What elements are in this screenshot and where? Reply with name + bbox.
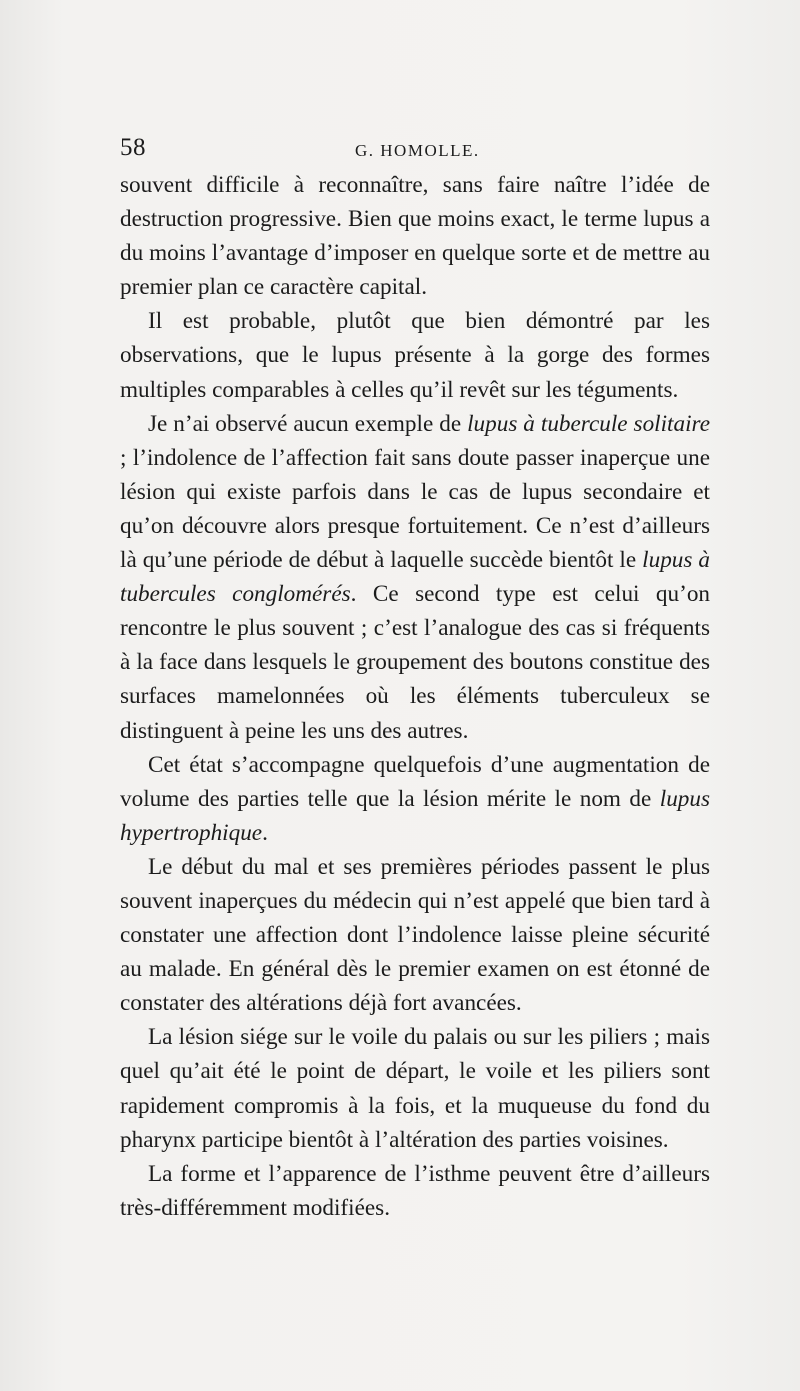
paragraph [120,1157,710,1225]
text-run: La forme et l’apparence de l’isthme peuvent être d’ailleurs très-différemment modifiées. [120,1160,710,1221]
body-text [120,168,710,1225]
text-run: La lésion siége sur le voile du palais ou sur les piliers ; mais quel qu’ait été le point de départ, le voile et les piliers sont rapidement compromis à la fois, et la muqueuse du fond du pharynx participe bientôt à l’altération des parties voisines. [120,1024,710,1153]
page-header [120,134,710,164]
running-head: G. HOMOLLE. [355,141,480,160]
paragraph [120,850,710,1020]
paragraph [120,304,710,406]
italic-term: lupus à tubercules conglomérés [120,547,711,608]
page-number: 58 [120,134,146,161]
paragraph [120,168,710,304]
italic-term: lupus à tubercule solitaire [467,410,710,437]
paragraph [120,748,710,850]
text-run: Cet état s’accompagne quelquefois d’une augmentation de volume des parties telle que la lésion mérite le nom de [120,751,710,812]
text-run: Il est probable, plutôt que bien démontré par les observations, que le lupus présente à la gorge des formes multiples comparables à celles qu’il revêt sur les téguments. [120,308,710,403]
text-run: ; l’indolence de l’affection fait sans doute passer inaperçue une lésion qui existe parfois dans le cas de lupus secondaire et qu’on découvre alors presque fortuitement. Ce n’est d’ailleurs là qu’une période de début à laquelle succède bientôt le [120,444,710,574]
paragraph [120,1020,710,1156]
text-run: . Ce second type est celui qu’on rencontre le plus souvent ; c’est l’analogue des cas si fréquents à la face dans lesquels le groupement des boutons constitue des surfaces mamelonnées où les éléments tuberculeux se distinguent à peine les uns des autres. [120,581,711,744]
text-run: souvent difficile à reconnaître, sans faire naître l’idée de destruction progressive. Bien que moins exact, le terme lupus a du moins l’avantage d’imposer en quelque sorte et de mettre au premier plan ce caractère capital. [120,172,710,301]
text-run: Le début du mal et ses premières périodes passent le plus souvent inaperçues du médecin qui n’est appelé que bien tard à constater une affection dont l’indolence laisse pleine sécurité au malade. En général dès le premier examen on est étonné de constater des altérations déjà fort avancées. [120,853,710,1017]
text-run: . [262,819,268,846]
paragraph [120,407,710,748]
text-run: Je n’ai observé aucun exemple de [148,410,468,437]
italic-term: lupus hypertrophique [120,785,710,846]
